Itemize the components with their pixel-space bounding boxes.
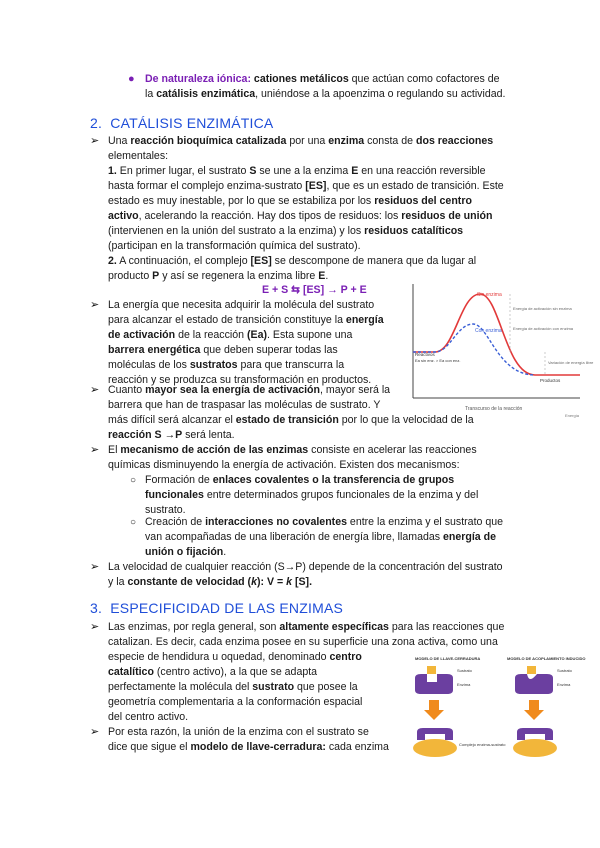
ionic-item-line1: De naturaleza iónica: cationes metálicos que actúan como cofactores de: [145, 73, 500, 85]
b3-line2: barrera que han de traspasar las moléculas de sustrato. Y: [108, 399, 381, 411]
section-2-heading: 2. CATÁLISIS ENZIMÁTICA: [90, 115, 274, 131]
label-con-enzima: Con enzima: [475, 328, 502, 334]
circle-bullet: ○: [130, 517, 137, 528]
b4-line1: El mecanismo de acción de las enzimas consiste en acelerar las reacciones: [108, 444, 477, 456]
arrow-bullet: ➢: [90, 444, 100, 456]
s3-line5: perfectamente la molécula del sustrato que posee la: [108, 681, 358, 693]
reaction-equation: E + S ⇆ [ES] → P + E: [262, 284, 367, 296]
s3-line8: Por esta razón, la unión de la enzima con el sustrato se: [108, 726, 369, 738]
label-complejo: Complejo enzima-sustrato: [459, 742, 506, 747]
b3-line1: Cuanto mayor sea la energía de activación, mayor será la: [108, 384, 391, 396]
s3-line6: geometría complementaria a la conformación espacial: [108, 696, 363, 708]
label-sin-enzima: Sin enzima: [477, 292, 502, 298]
arrow-bullet: ➢: [90, 135, 100, 147]
b2-line5: moléculas de los sustratos para que transcurra la: [108, 359, 345, 371]
lock-and-key-diagram: [407, 652, 597, 764]
s3-line4: catalítico (centro activo), a la que se adapta: [108, 666, 318, 678]
substrate-shape: [513, 739, 557, 757]
r1-line4: activo, acelerando la reacción. Hay dos tipos de residuos: los residuos de unión: [108, 210, 493, 222]
circle-bullet: ○: [130, 475, 137, 486]
b5-line1: La velocidad de cualquier reacción (S→P) depende de la concentración del sustrato: [108, 561, 503, 573]
m1-line2: funcionales entre determinados grupos funcionales de la enzima y del: [145, 489, 479, 501]
r1-line6: (participan en la transformación química del sustrato).: [108, 240, 361, 252]
arrow-bullet: ➢: [90, 299, 100, 311]
s2-para-line1: Una reacción bioquímica catalizada por una enzima consta de dos reacciones: [108, 135, 494, 147]
label-enzima: Enzima: [457, 682, 471, 687]
arrow-bullet: ➢: [90, 384, 100, 396]
label-ea-con: Energía de activación con enzima: [513, 326, 574, 331]
s3-line9: dice que sigue el modelo de llave-cerradura: cada enzima: [108, 741, 389, 753]
label-corner: Energía: [565, 413, 580, 418]
r1-line5: (intervienen en la unión del sustrato a la enzima) y los residuos catalíticos: [108, 225, 464, 237]
m2-line3: unión o fijación.: [145, 546, 227, 558]
substrate-shape: [527, 666, 536, 674]
label-note: Ea sin enz. > Ea con enz.: [415, 358, 461, 363]
b3-line3: más difícil será alcanzar el estado de transición por lo que la velocidad de la: [108, 414, 474, 426]
s2-para-line2: elementales:: [108, 150, 169, 162]
activation-energy-graph: [405, 280, 595, 420]
label-reactivos: Reactivos: [415, 352, 435, 357]
m2-line2: van acompañadas de una liberación de energía libre, llamadas energía de: [145, 531, 496, 543]
m1-line1: Formación de enlaces covalentes o la transferencia de grupos: [145, 474, 455, 486]
b2-line4: barrera energética que deben superar todas las: [108, 344, 338, 356]
ionic-item-line2: la catálisis enzimática, uniéndose a la apoenzima o regulando su actividad.: [145, 88, 506, 100]
b2-line6: reacción y se produzca su transformación en productos.: [108, 374, 372, 386]
arrow-bullet: ➢: [90, 561, 100, 573]
r1-line1: 1. En primer lugar, el sustrato S se une a la enzima E en una reacción reversible: [108, 165, 486, 177]
s3-line7: del centro activo.: [108, 711, 189, 723]
label-productos: Productos: [540, 378, 561, 383]
diagram-title-left: MODELO DE LLAVE-CERRADURA: [415, 656, 481, 661]
s3-line2: catalizan. Es decir, cada enzima posee en su superficie una zona activa, como una: [108, 636, 498, 648]
arrow-bullet: ➢: [90, 621, 100, 633]
s3-line1: Las enzimas, por regla general, son altamente específicas para las reacciones que: [108, 621, 505, 633]
r2-line2: producto P y así se regenera la enzima libre E.: [108, 270, 329, 282]
substrate-shape: [413, 739, 457, 757]
b4-line2: químicas disminuyendo la energía de activación. Existen dos mecanismos:: [108, 459, 460, 471]
b5-line2: y la constante de velocidad (k): V = k [S].: [108, 576, 313, 588]
label-delta-g: Variación de energía libre: [548, 360, 594, 365]
m1-line3: sustrato.: [145, 504, 186, 516]
r2-line1: 2. A continuación, el complejo [ES] se descompone de manera que da lugar al: [108, 255, 477, 267]
bullet-dot: ●: [128, 73, 135, 85]
b2-line2: para alcanzar el estado de transición constituye la energía: [108, 314, 384, 326]
label-ea-sin: Energía de activación sin enzima: [513, 306, 572, 311]
b3-line4: reacción S →P será lenta.: [108, 429, 235, 441]
label-sustrato: Sustrato: [457, 668, 472, 673]
section-3-heading: 3. ESPECIFICIDAD DE LAS ENZIMAS: [90, 600, 344, 616]
label-enzima: Enzima: [557, 682, 571, 687]
arrow-bullet: ➢: [90, 726, 100, 738]
diagram-title-right: MODELO DE ACOPLAMIENTO INDUCIDO: [507, 656, 586, 661]
m2-line1: Creación de interacciones no covalentes entre la enzima y el sustrato que: [145, 516, 504, 528]
r1-line3: estado es muy inestable, por lo que se estabiliza por los residuos del centro: [108, 195, 472, 207]
b2-line1: La energía que necesita adquirir la molécula del sustrato: [108, 299, 375, 311]
b2-line3: de activación de la reacción (Ea). Esta supone una: [108, 329, 353, 341]
label-x-axis: Transcurso de la reacción: [465, 406, 523, 412]
r1-line2: hasta formar el complejo enzima-sustrato [ES], que es un estado de transición. Este: [108, 180, 504, 192]
label-sustrato: Sustrato: [557, 668, 572, 673]
substrate-shape: [427, 666, 436, 674]
s3-line3: especie de hendidura u oquedad, denominado centro: [108, 651, 362, 663]
